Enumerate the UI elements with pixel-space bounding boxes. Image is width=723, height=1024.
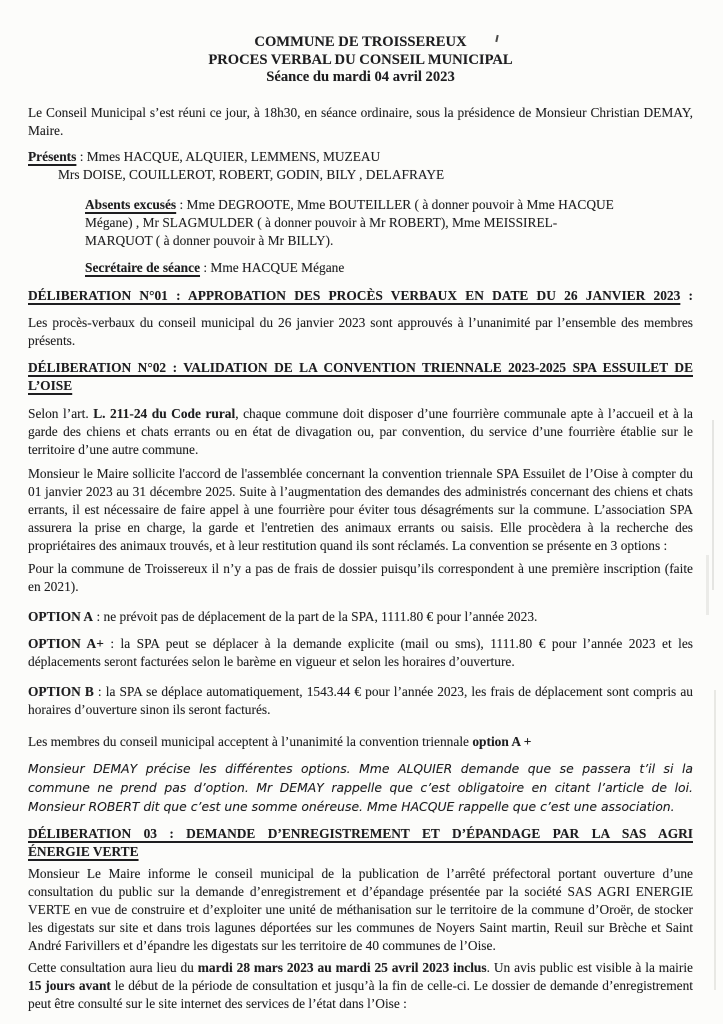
paragraph-frais-dossier <box>28 560 693 596</box>
text-run: Pour la commune de Troissereux il n’y a pas de frais de dossier puisqu’ils correspondent à une première inscription (faite en 2021). <box>28 560 693 594</box>
text-run: : Mme DEGROOTE, Mme BOUTEILLER ( à donner pouvoir à Mme HACQUE <box>176 196 614 212</box>
text-run: DÉLIBERATION N°02 : VALIDATION DE LA CONVENTION TRIENNALE 2023-2025 SPA ESSUILET DE <box>28 359 693 375</box>
paragraph-consultation <box>28 959 693 1013</box>
text-run: OPTION A <box>28 608 94 624</box>
heading-deliberation-02 <box>28 359 693 395</box>
text-run: Absents excusés <box>85 196 177 212</box>
heading-deliberation-03 <box>28 825 693 861</box>
paragraph-option-a-plus <box>28 635 693 671</box>
document-title <box>28 34 693 87</box>
text-run: 15 jours avant <box>28 977 111 993</box>
text-run: OPTION B <box>28 683 94 699</box>
text-run: : Mmes HACQUE, ALQUIER, LEMMENS, MUZEAU <box>76 148 381 164</box>
text-run: : <box>680 287 693 303</box>
text-run: Monsieur Le Maire informe le conseil municipal de la publication de l’arrêté préfectoral portant ouverture d’une consultation du public sur la demande d’enregistrement et d’épandage présentée par la société SAS AGRI ENERGIE VERTE en vue de construire et d’exploiter une unité de méthanisation sur le territoire de la commune d’Oroër, de stocker les digestats sur site et dans trois lagunes déportées sur les communes de Noyers Saint martin, Reuil sur Brèche et Saint André Farivillers et d’épandre les digestats sur les territoire de 40 communes de l’Oise. <box>28 865 693 953</box>
paragraph-opening <box>28 104 693 140</box>
text-run: Mégane) , Mr SLAGMULDER ( à donner pouvoir à Mr ROBERT), Mme MEISSIREL- <box>85 214 558 230</box>
attendance-presents <box>28 148 693 184</box>
text-run: L’OISE <box>28 377 73 393</box>
text-run: : la SPA peut se déplacer à la demande explicite (mail ou sms), 1111.80 € pour l’année 2023 et les déplacements seront facturées selon le barème en vigueur et selon les horaires d’ouverture. <box>28 635 694 669</box>
text-run: Mrs DOISE, COUILLEROT, ROBERT, GODIN, BILY , DELAFRAYE <box>58 166 445 182</box>
text-run: mardi 28 mars 2023 au mardi 25 avril 2023 inclus <box>197 959 487 975</box>
text-run: : Mme HACQUE Mégane <box>200 259 345 275</box>
attendance-secretary <box>85 259 693 277</box>
paragraph-code-rural <box>28 405 693 459</box>
paragraph-convention-spa <box>28 465 693 555</box>
text-run: DÉLIBERATION N°01 : APPROBATION DES PROCÈS VERBAUX EN DATE DU 26 JANVIER 2023 <box>28 287 681 303</box>
heading-deliberation-01 <box>28 287 693 305</box>
text-run: Selon l’art. <box>28 405 94 421</box>
text-run: Présents <box>28 148 77 164</box>
text-run: ÉNERGIE VERTE <box>28 843 139 859</box>
scan-artifact-streak <box>714 690 716 990</box>
text-run: , chaque commune doit disposer d’une fourrière communale apte à l’accueil et à la garde des chiens et chats errants ou en état de divagation ou, par convention, du service d’une fourrière établie sur le territoire d’une autre commune. <box>28 405 693 457</box>
text-run: Séance du mardi 04 avril 2023 <box>266 69 455 85</box>
text-run: Cette consultation aura lieu du <box>28 959 198 975</box>
scan-artifact-streak <box>712 420 714 590</box>
text-run: MARQUOT ( à donner pouvoir à Mr BILLY). <box>85 232 334 248</box>
text-run: option A + <box>472 733 532 749</box>
text-run: DÉLIBERATION 03 : DEMANDE D’ENREGISTREMENT ET D’ÉPANDAGE PAR LA SAS AGRI <box>28 825 693 841</box>
text-run: : ne prévoit pas de déplacement de la part de la SPA, 1111.80 € pour l’année 2023. <box>93 608 538 624</box>
text-run: L. 211-24 du Code rural <box>93 405 236 421</box>
text-run: le début de la période de consultation et jusqu’à la fin de celle-ci. Le dossier de demande d’enregistrement peut être consulté sur le site internet des services de l’état dans l’Oise : <box>28 977 693 1011</box>
text-run: Les procès-verbaux du conseil municipal du 26 janvier 2023 sont approuvés à l’unanimité par l’ensemble des membres présents. <box>28 314 693 348</box>
text-run: Le Conseil Municipal s’est réuni ce jour, à 18h30, en séance ordinaire, sous la présidence de Monsieur Christian DEMAY, Maire. <box>28 104 693 138</box>
paragraph-methanisation <box>28 865 693 955</box>
text-run: OPTION A+ <box>28 635 104 651</box>
text-run: Secrétaire de séance <box>85 259 201 275</box>
paragraph-vote-option <box>28 733 693 751</box>
paragraph-discussion-italic <box>28 759 693 816</box>
text-run: Les membres du conseil municipal acceptent à l’unanimité la convention triennale <box>28 733 473 749</box>
paragraph-option-b <box>28 683 693 719</box>
text-run: COMMUNE DE TROISSEREUX <box>254 34 467 50</box>
scan-artifact-streak <box>706 555 709 615</box>
text-run: Monsieur le Maire sollicite l'accord de l'assemblée concernant la convention triennale SPA Essuilet de l’Oise à compter du 01 janvier 2023 au 31 décembre 2025. Suite à l’augmentation des demandes des administrés concernant des chiens et chats errants, il est nécessaire de faire appel à une fourrière pour éviter tous désagréments sur la commune. L’association SPA assurera la prise en charge, la garde et l'entretien des animaux errants ou saisis. Elle procèdera à la recherche des propriétaires des animaux trouvés, et à leur restitution quand ils sont réclamés. La convention se présente en 3 options : <box>28 465 693 553</box>
text-run: Monsieur DEMAY précise les différentes options. Mme ALQUIER demande que se passera t’il si la commune ne prend pas d’option. Mr DEMAY rappelle que c’est obligatoire en citant l’article de loi. Monsieur ROBERT dit que c’est une somme onéreuse. Mme HACQUE rappelle que c’est une association. <box>28 760 693 814</box>
text-run: PROCES VERBAL DU CONSEIL MUNICIPAL <box>208 51 513 68</box>
text-run: . Un avis public est visible à la mairie <box>486 959 694 975</box>
paragraph-option-a <box>28 608 693 626</box>
text-run: : la SPA se déplace automatiquement, 1543.44 € pour l’année 2023, les frais de déplacement sont compris au horaires d’ouverture sinon ils seront facturés. <box>28 683 693 717</box>
attendance-absents <box>85 196 693 250</box>
document-blocks <box>28 34 693 1013</box>
paragraph-deliberation-01 <box>28 314 693 350</box>
